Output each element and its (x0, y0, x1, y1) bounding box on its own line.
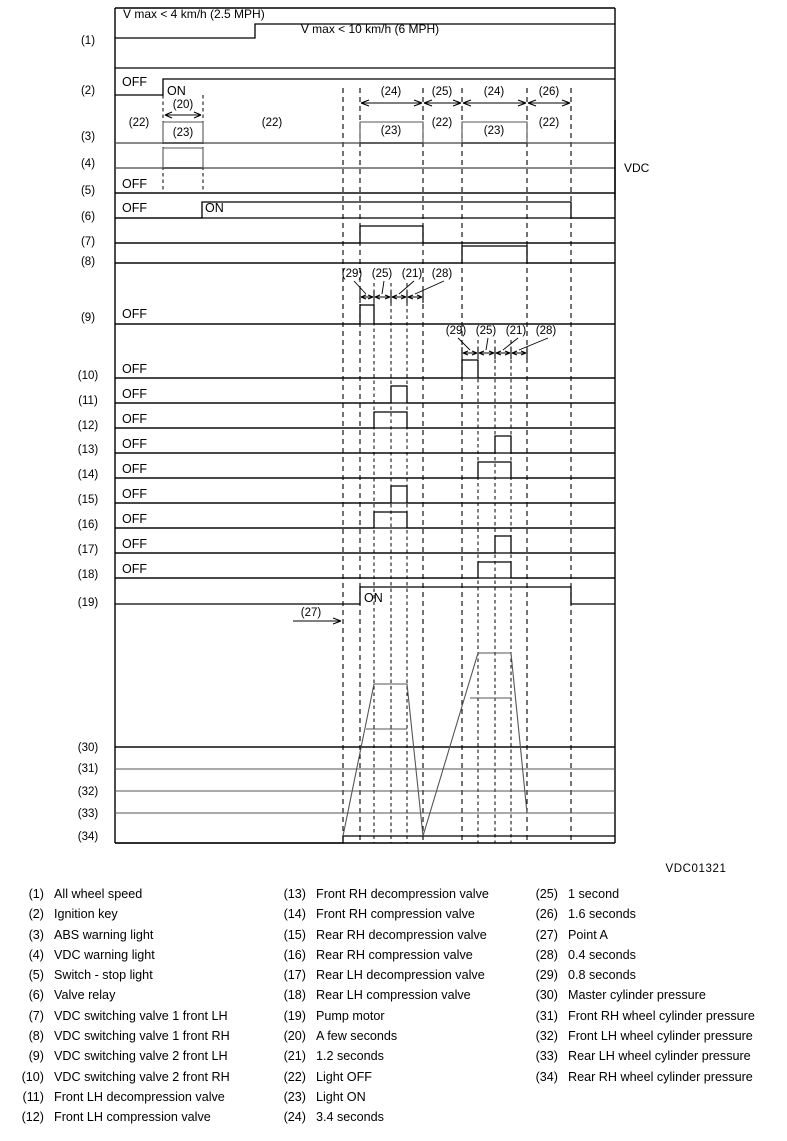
burst2-ref-21: (21) (505, 325, 527, 337)
rear-rh-decomp-trace (115, 486, 615, 503)
switching-valve-1-rh-trace (115, 246, 615, 263)
legend-number: (25) (535, 887, 558, 901)
legend-number: (3) (28, 927, 44, 942)
waveform-valve-relay (115, 201, 615, 218)
legend-item (8, 884, 270, 904)
legend-number: (5) (28, 968, 44, 983)
waveform-rear-lh-decompression-valve (115, 536, 615, 553)
waveform-front-lh-decompression-valve (115, 386, 615, 403)
legend-number: (29) (535, 968, 558, 983)
legend-number: (14) (283, 907, 306, 922)
rear-lh-comp-trace (115, 562, 615, 578)
legend-number: (22) (283, 1069, 306, 1084)
stoplight-off-label: OFF (122, 177, 147, 191)
legend-item (522, 925, 787, 945)
legend-text: Light OFF (316, 1069, 372, 1084)
legend-item (270, 1006, 522, 1026)
legend-number: (31) (535, 1008, 558, 1023)
legend-text: VDC switching valve 2 front RH (54, 1069, 230, 1084)
waveform-switching-valve-2-front-rh (115, 360, 615, 378)
legend-number: (27) (535, 927, 558, 942)
row-label-33: (33) (77, 808, 99, 820)
row18-off-label: OFF (122, 562, 147, 576)
legend-item (8, 1006, 270, 1026)
annotation-point-a (293, 607, 341, 624)
legend-item (270, 1067, 522, 1087)
burst-refs-first (342, 268, 453, 303)
legend-item (270, 904, 522, 924)
legend-number: (21) (283, 1049, 306, 1064)
legend-number: (18) (283, 988, 306, 1003)
legend-text: Rear LH compression valve (316, 988, 471, 1003)
legend-item (8, 1026, 270, 1046)
row-label-10: (10) (77, 370, 99, 382)
waveform-switching-valve-2-front-lh (115, 305, 615, 324)
legend-item (270, 1026, 522, 1046)
legend-text: VDC switching valve 2 front LH (54, 1049, 228, 1064)
abs-ref-22-b: (22) (261, 117, 283, 129)
legend-text: Front LH compression valve (54, 1110, 211, 1125)
legend-text: VDC switching valve 1 front RH (54, 1029, 230, 1044)
legend-text: Rear LH wheel cylinder pressure (568, 1049, 751, 1064)
row16-off-label: OFF (122, 512, 147, 526)
pump-on-label: ON (364, 591, 383, 605)
legend-text: Front RH decompression valve (316, 887, 489, 901)
burst1-ref-21: (21) (401, 268, 423, 280)
legend-item (8, 945, 270, 965)
burst1-ref-25: (25) (371, 268, 393, 280)
legend-text: Switch - stop light (54, 968, 153, 983)
legend-number: (11) (22, 1089, 44, 1104)
legend-item (8, 1087, 270, 1107)
legend-text: ABS warning light (54, 927, 154, 942)
burst-refs-second (446, 325, 557, 359)
waveform-pump-motor (115, 587, 615, 605)
row-label-8: (8) (80, 256, 96, 268)
legend-number: (19) (283, 1008, 306, 1023)
legend-text: Rear RH wheel cylinder pressure (568, 1069, 753, 1084)
switching-valve-2-lh-trace (115, 305, 615, 324)
legend-text: Rear RH compression valve (316, 947, 473, 962)
row-label-3: (3) (80, 131, 96, 143)
row-label-14: (14) (77, 469, 99, 481)
span-abs-timings (361, 86, 570, 106)
legend-text: Front LH decompression valve (54, 1089, 225, 1104)
row17-off-label: OFF (122, 537, 147, 551)
legend-item (8, 985, 270, 1005)
legend-number: (26) (535, 907, 558, 922)
row-label-11: (11) (78, 395, 98, 407)
rear-rh-comp-trace (115, 512, 615, 528)
legend-item (8, 1067, 270, 1087)
legend-text: 0.4 seconds (568, 947, 636, 962)
front-lh-comp-trace (115, 412, 615, 428)
legend-text: A few seconds (316, 1029, 398, 1044)
legend-number: (8) (28, 1029, 44, 1044)
ignition-off-label: OFF (122, 75, 147, 89)
legend-number: (16) (283, 947, 306, 962)
legend-item (522, 1006, 787, 1026)
legend-number: (2) (28, 907, 44, 922)
legend-text: 0.8 seconds (568, 968, 636, 983)
row-label-18: (18) (77, 569, 99, 581)
legend-item (270, 925, 522, 945)
rear-lh-decomp-trace (115, 536, 615, 553)
abs-ref-22-a: (22) (128, 117, 150, 129)
waveform-front-rh-compression-valve (115, 462, 615, 478)
row13-off-label: OFF (122, 437, 147, 451)
row-separators (115, 68, 615, 747)
legend-text: Light ON (316, 1089, 366, 1104)
legend-item (522, 945, 787, 965)
legend-item (270, 945, 522, 965)
legend-column-2 (270, 884, 522, 1128)
span-label-24-b: (24) (483, 86, 505, 98)
row-label-32: (32) (77, 786, 99, 798)
waveform-front-rh-decompression-valve (115, 436, 615, 453)
abs-ref-23-a: (23) (172, 127, 194, 139)
row-label-9: (9) (80, 312, 96, 324)
burst1-ref-29: (29) (341, 268, 363, 280)
legend-number: (33) (535, 1049, 558, 1064)
event-guide-lines (163, 88, 571, 843)
burst2-ref-29: (29) (445, 325, 467, 337)
legend-number: (24) (283, 1110, 306, 1125)
legend-item (522, 1046, 787, 1066)
legend-item (522, 1026, 787, 1046)
legend-number: (15) (283, 927, 306, 942)
switching-valve-1-lh-trace (115, 226, 615, 243)
valve-relay-trace (115, 202, 615, 218)
waveform-switching-valve-1-front-lh (115, 226, 615, 243)
abs-ref-23-b: (23) (380, 125, 402, 137)
legend-number: (4) (28, 947, 44, 962)
legend-item (8, 1046, 270, 1066)
legend-number: (1) (28, 887, 44, 901)
legend-item (8, 1107, 270, 1127)
legend-text: 3.4 seconds (316, 1110, 384, 1125)
legend-text: Rear LH decompression valve (316, 968, 485, 983)
row-label-6: (6) (80, 211, 96, 223)
legend-number: (7) (28, 1008, 44, 1023)
row-label-4: (4) (80, 158, 96, 170)
row15-off-label: OFF (122, 487, 147, 501)
burst2-ref-28: (28) (535, 325, 557, 337)
abs-ref-22-c: (22) (431, 117, 453, 129)
legend-number: (6) (28, 988, 44, 1003)
legend-text: Master cylinder pressure (568, 988, 706, 1003)
legend-item (270, 985, 522, 1005)
legend-number: (23) (283, 1089, 306, 1104)
row-label-15: (15) (77, 494, 99, 506)
legend-text: 1.6 seconds (568, 907, 636, 922)
rear-rh-wheel-pressure-baseline (115, 836, 615, 843)
relay-off-label: OFF (122, 201, 147, 215)
legend-column-1 (8, 884, 270, 1128)
legend-item (522, 884, 787, 904)
row-label-31: (31) (77, 763, 99, 775)
legend-number: (10) (21, 1069, 44, 1084)
legend-text: 1 second (568, 887, 620, 901)
speed-threshold-label-2: V max < 10 km/h (6 MPH) (300, 22, 440, 36)
legend-text: Valve relay (54, 988, 116, 1003)
legend-item (8, 965, 270, 985)
waveform-rear-rh-decompression-valve (115, 486, 615, 503)
row-label-1: (1) (80, 35, 96, 47)
legend-item (270, 1046, 522, 1066)
figure-code-label: VDC01321 (665, 863, 727, 875)
abs-ref-23-c: (23) (483, 125, 505, 137)
legend-text: Ignition key (54, 907, 118, 922)
legend-text: Front RH wheel cylinder pressure (568, 1008, 755, 1023)
legend-item (522, 904, 787, 924)
legend-item (8, 904, 270, 924)
legend-number: (34) (535, 1069, 558, 1084)
legend-item (270, 1107, 522, 1127)
legend-number: (12) (21, 1110, 44, 1125)
legend-item (522, 985, 787, 1005)
waveform-stop-light-switch (115, 177, 615, 193)
legend-item (270, 965, 522, 985)
row-label-2: (2) (80, 85, 96, 97)
legend-text: All wheel speed (54, 887, 143, 901)
burst2-ref-25: (25) (475, 325, 497, 337)
front-rh-comp-trace (115, 462, 615, 478)
speed-threshold-label-1: V max < 4 km/h (2.5 MPH) (123, 7, 265, 21)
legend-item (8, 925, 270, 945)
row-label-17: (17) (77, 544, 99, 556)
row-label-5: (5) (80, 185, 96, 197)
span-label-24-a: (24) (380, 86, 402, 98)
vdc-warning-light-trace (115, 148, 615, 168)
legend-number: (20) (283, 1029, 306, 1044)
legend-number: (9) (28, 1049, 44, 1064)
row-label-16: (16) (77, 519, 99, 531)
valve2lh-off-label: OFF (122, 307, 147, 321)
legend-text: VDC warning light (54, 947, 155, 962)
front-rh-decomp-trace (115, 436, 615, 453)
span-few-seconds (165, 99, 201, 118)
legend-number: (17) (283, 968, 306, 983)
legend-text: Pump motor (316, 1008, 385, 1023)
row-label-13: (13) (77, 444, 99, 456)
relay-on-label: ON (205, 201, 224, 215)
span-label-26: (26) (538, 86, 560, 98)
ignition-on-label: ON (167, 84, 186, 98)
waveform-rear-rh-compression-valve (115, 512, 615, 528)
legend-text: Rear RH decompression valve (316, 927, 487, 942)
legend-item (522, 965, 787, 985)
waveform-abs-warning-light (115, 117, 615, 143)
legend-text: Point A (568, 927, 608, 942)
legend-number: (30) (535, 988, 558, 1003)
switching-valve-2-rh-trace (115, 360, 615, 378)
span-label-25: (25) (431, 86, 453, 98)
span-label-20: (20) (172, 99, 194, 111)
row-label-34: (34) (77, 831, 99, 843)
waveform-front-lh-compression-valve (115, 412, 615, 428)
row-label-12: (12) (77, 420, 99, 432)
abs-ref-22-d: (22) (538, 117, 560, 129)
point-a-ref-label: (27) (300, 607, 322, 619)
waveform-switching-valve-1-front-rh (115, 246, 615, 263)
legend-item (270, 1087, 522, 1107)
legend-item (270, 884, 522, 904)
row11-off-label: OFF (122, 387, 147, 401)
row-label-7: (7) (80, 236, 96, 248)
burst1-ref-28: (28) (431, 268, 453, 280)
legend (0, 884, 787, 1141)
legend-number: (28) (535, 947, 558, 962)
row-label-19: (19) (77, 597, 99, 609)
legend-text: VDC switching valve 1 front LH (54, 1008, 228, 1023)
legend-number: (32) (535, 1029, 558, 1044)
pressure-traces (115, 653, 615, 843)
legend-number: (13) (283, 887, 306, 901)
row-label-group (78, 35, 99, 843)
legend-column-3 (522, 884, 787, 1087)
legend-text: 1.2 seconds (316, 1049, 384, 1064)
row-label-30: (30) (77, 742, 99, 754)
row14-off-label: OFF (122, 462, 147, 476)
valve2rh-off-label: OFF (122, 362, 147, 376)
vdc-side-label: VDC (624, 161, 650, 175)
waveform-all-wheel-speed (115, 7, 615, 38)
legend-item (522, 1067, 787, 1087)
waveform-rear-lh-compression-valve (115, 562, 615, 578)
legend-text: Front LH wheel cylinder pressure (568, 1029, 753, 1044)
legend-text: Front RH compression valve (316, 907, 475, 922)
front-lh-decomp-trace (115, 386, 615, 403)
row12-off-label: OFF (122, 412, 147, 426)
